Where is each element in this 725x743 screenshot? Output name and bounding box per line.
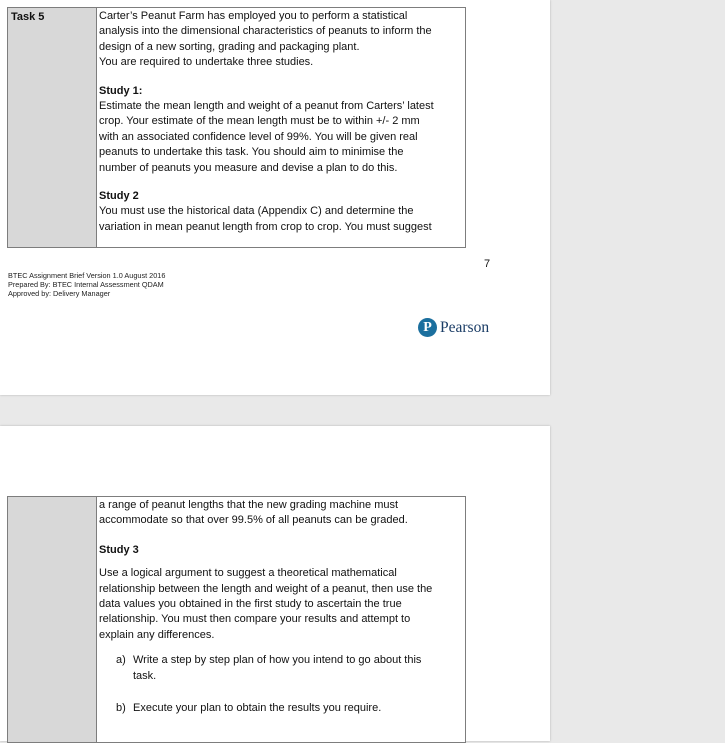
study3-line: explain any differences. xyxy=(99,628,215,641)
footer-prepared-by: Prepared By: BTEC Internal Assessment QDAM xyxy=(8,280,164,290)
step-a-line1: Write a step by step plan of how you intend to go about this xyxy=(133,654,422,667)
list-item xyxy=(97,653,465,684)
study1-line: with an associated confidence level of 99%. You will be given real xyxy=(99,130,418,143)
study1-line: crop. Your estimate of the mean length must be to within +/- 2 mm xyxy=(99,115,420,128)
study2-heading: Study 2 xyxy=(99,190,139,203)
task-label-cell-empty xyxy=(8,497,97,743)
study2-line: You must use the historical data (Appendix C) and determine the xyxy=(99,205,414,218)
study2-line: variation in mean peanut length from crop to crop. You must suggest xyxy=(99,220,432,233)
study3-heading: Study 3 xyxy=(99,543,139,556)
study3-line: relationship. You must then compare your results and attempt to xyxy=(99,613,411,626)
study2-continued-line: a range of peanut lengths that the new grading machine must xyxy=(99,499,399,511)
document-footer xyxy=(8,271,165,299)
study1-line: number of peanuts you measure and devise a plan to do this. xyxy=(99,161,398,174)
intro-line: You are required to undertake three studies. xyxy=(99,56,314,69)
document-page-7 xyxy=(0,0,550,395)
list-marker: a) xyxy=(116,654,126,667)
study3-line: Use a logical argument to suggest a theoretical mathematical xyxy=(99,567,397,580)
study3-line: relationship between the length and weight of a peanut, then use the xyxy=(99,582,433,595)
pearson-logo-text: Pearson xyxy=(440,318,490,336)
task-table-continued xyxy=(7,496,466,743)
study2-continued-line: accommodate so that over 99.5% of all peanuts can be graded. xyxy=(99,514,408,527)
pearson-logo xyxy=(418,318,489,337)
footer-approved-by: Approved by: Delivery Manager xyxy=(8,289,111,299)
task-label: Task 5 xyxy=(11,11,45,23)
task-content-cell-continued xyxy=(97,497,466,743)
task-table xyxy=(7,7,466,248)
step-b-line1: Execute your plan to obtain the results you require. xyxy=(133,702,382,715)
step-a-line2: task. xyxy=(133,669,157,682)
intro-line: Carter’s Peanut Farm has employed you to perform a statistical xyxy=(99,10,408,22)
study3-line: data values you obtained in the first study to ascertain the true xyxy=(99,598,402,611)
list-marker: b) xyxy=(116,702,126,715)
intro-line: design of a new sorting, grading and packaging plant. xyxy=(99,40,360,53)
study1-heading: Study 1: xyxy=(99,84,143,97)
page-number: 7 xyxy=(484,258,491,270)
pearson-logo-icon: P xyxy=(418,318,437,337)
task-content-cell xyxy=(97,8,466,248)
study1-line: Estimate the mean length and weight of a peanut from Carters’ latest xyxy=(99,100,434,113)
document-page-8 xyxy=(0,426,550,741)
study1-line: peanuts to undertake this task. You should aim to minimise the xyxy=(99,146,404,159)
task-label-cell xyxy=(8,8,97,248)
footer-version: BTEC Assignment Brief Version 1.0 August 2016 xyxy=(8,271,166,280)
list-item xyxy=(97,701,465,716)
intro-line: analysis into the dimensional characteristics of peanuts to inform the xyxy=(99,25,432,38)
study3-steps xyxy=(97,653,465,716)
